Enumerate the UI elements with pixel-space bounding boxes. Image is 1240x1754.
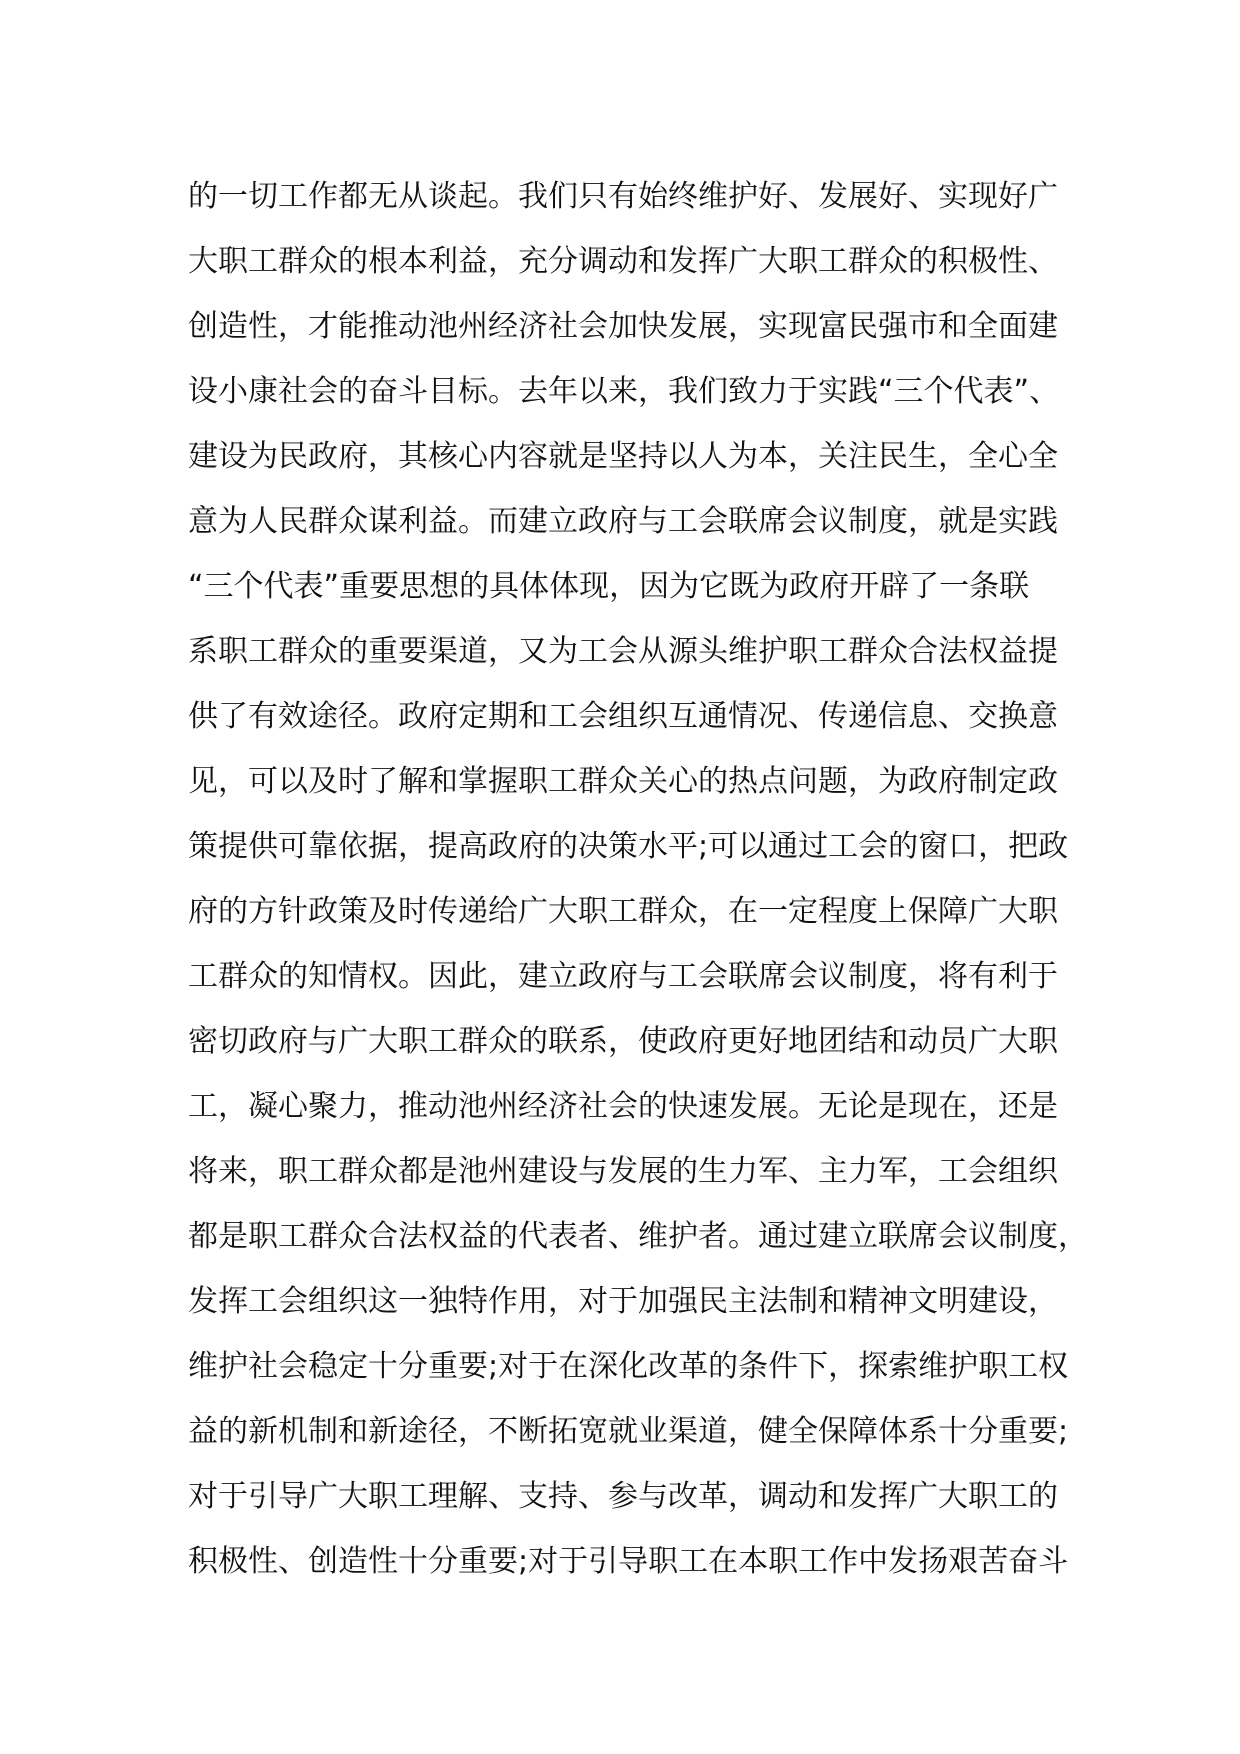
text-line: 设小康社会的奋斗目标。去年以来，我们致力于实践“三个代表”、: [188, 374, 1060, 409]
text-line: 密切政府与广大职工群众的联系，使政府更好地团结和动员广大职: [188, 1024, 1058, 1059]
body-text: [188, 164, 1088, 1594]
text-line: 系职工群众的重要渠道，又为工会从源头维护职工群众合法权益提: [188, 634, 1058, 669]
text-line: 策提供可靠依据，提高政府的决策水平;可以通过工会的窗口，把政: [188, 829, 1069, 864]
text-line: 府的方针政策及时传递给广大职工群众，在一定程度上保障广大职: [188, 894, 1058, 929]
text-line: 见，可以及时了解和掌握职工群众关心的热点问题，为政府制定政: [188, 764, 1058, 799]
text-line: 工群众的知情权。因此，建立政府与工会联席会议制度，将有利于: [188, 959, 1058, 994]
text-line: 对于引导广大职工理解、支持、参与改革，调动和发挥广大职工的: [188, 1479, 1058, 1514]
text-line: 工，凝心聚力，推动池州经济社会的快速发展。无论是现在，还是: [188, 1089, 1058, 1124]
text-line: 益的新机制和新途径，不断拓宽就业渠道，健全保障体系十分重要;: [188, 1414, 1069, 1449]
text-line: 供了有效途径。政府定期和工会组织互通情况、传递信息、交换意: [188, 699, 1058, 734]
text-line: 都是职工群众合法权益的代表者、维护者。通过建立联席会议制度，: [188, 1219, 1088, 1254]
text-line: 创造性，才能推动池州经济社会加快发展，实现富民强市和全面建: [188, 309, 1058, 344]
text-line: 发挥工会组织这一独特作用，对于加强民主法制和精神文明建设，: [188, 1284, 1058, 1319]
text-line: 意为人民群众谋利益。而建立政府与工会联席会议制度，就是实践: [188, 504, 1058, 539]
text-line: “三个代表”重要思想的具体体现，因为它既为政府开辟了一条联: [188, 569, 1030, 604]
text-line: 将来，职工群众都是池州建设与发展的生力军、主力军，工会组织: [188, 1154, 1058, 1189]
text-line: 的一切工作都无从谈起。我们只有始终维护好、发展好、实现好广: [188, 179, 1058, 214]
text-line: 建设为民政府，其核心内容就是坚持以人为本，关注民生，全心全: [188, 439, 1058, 474]
text-line: 大职工群众的根本利益，充分调动和发挥广大职工群众的积极性、: [188, 244, 1058, 279]
text-line: 维护社会稳定十分重要;对于在深化改革的条件下，探索维护职工权: [188, 1349, 1069, 1384]
text-line: 积极性、创造性十分重要;对于引导职工在本职工作中发扬艰苦奋斗: [188, 1544, 1069, 1579]
